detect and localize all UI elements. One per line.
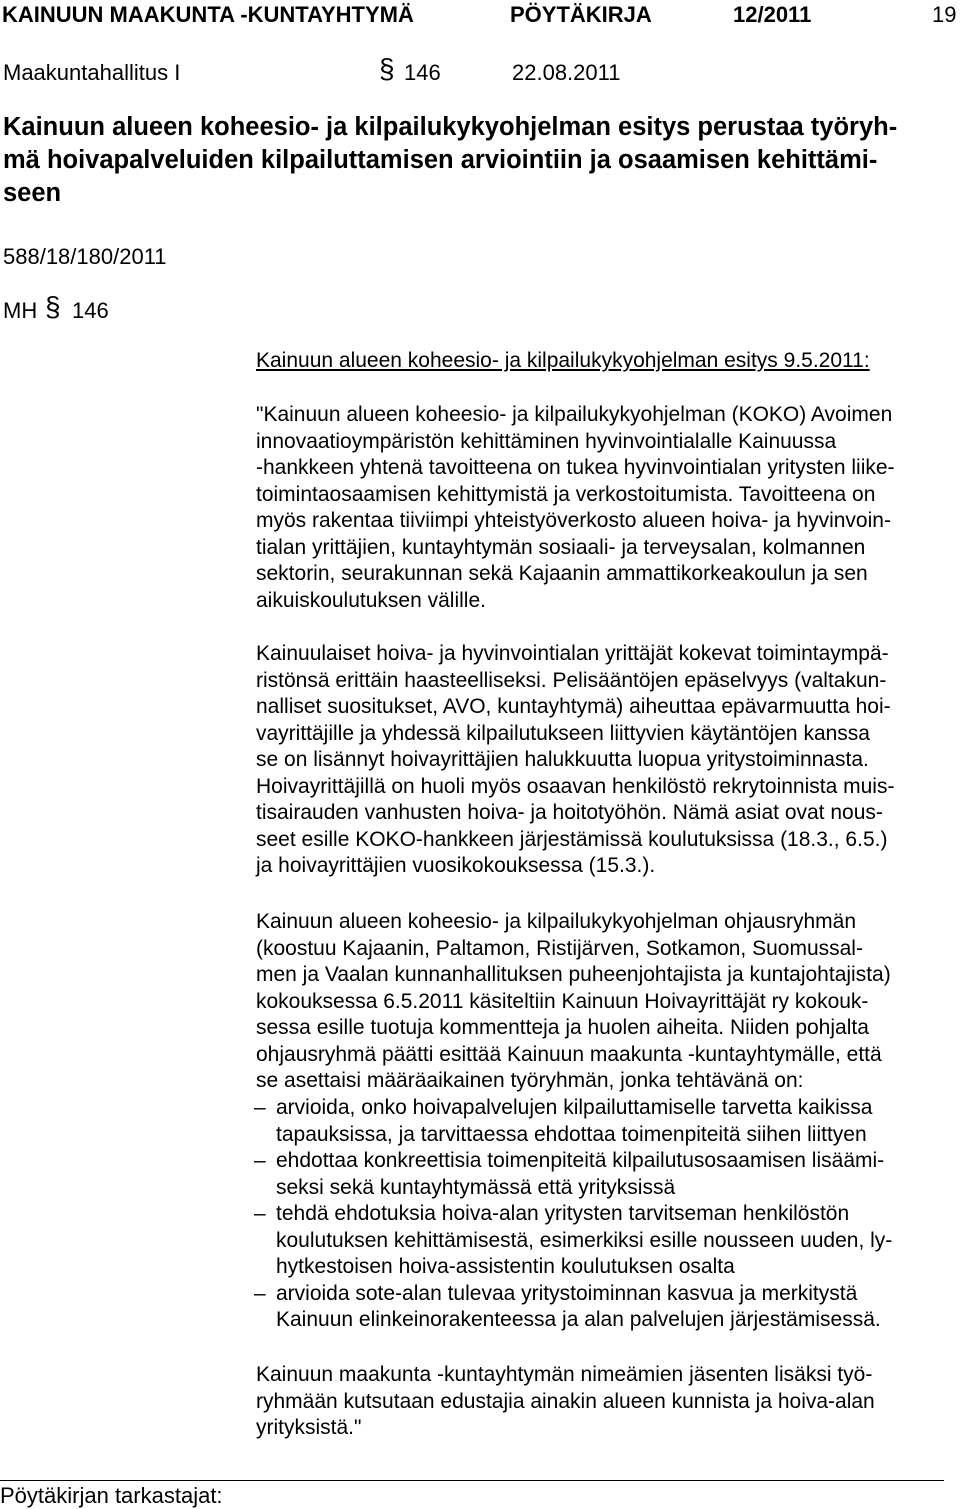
dash-marker: – (254, 1096, 266, 1119)
text-line: myös rakentaa tiiviimpi yhteistyöverkosto alueen hoiva- ja hyvinvoin- (256, 509, 891, 532)
text-line: (koostuu Kajaanin, Paltamon, Ristijärven, Sotkamon, Suomussal- (256, 936, 863, 960)
text-line: ryhmään kutsutaan edustajia ainakin alueen kunnista ja hoiva-alan (256, 1389, 875, 1413)
section-sign: § (379, 53, 395, 84)
text-line: Hoivayrittäjillä on huoli myös osaavan henkilöstö rekrytoinnista muis- (256, 774, 895, 798)
mh-label: MH (3, 298, 38, 323)
text-line: se asettaisi määräaikainen työryhmän, jonka tehtävänä on: (256, 1069, 804, 1092)
agenda-title (3, 111, 953, 210)
dash-marker: – (254, 1281, 266, 1305)
list-item (256, 1201, 960, 1281)
title-line: seen (3, 179, 62, 207)
list-item (256, 1148, 960, 1201)
document-type: PÖYTÄKIRJA (510, 2, 652, 27)
footer-divider (0, 1480, 944, 1481)
text-line: -hankkeen yhtenä tavoitteena on tukea hyvinvointialan yritysten liike- (256, 456, 895, 479)
text-line: ja hoivayrittäjien vuosikokouksessa (15.3.). (256, 854, 656, 877)
diary-number: 588/18/180/2011 (3, 244, 167, 269)
text-line: ohjausryhmä päätti esittää Kainuun maakunta -kuntayhtymälle, että (256, 1042, 882, 1066)
proposal-intro-text: Kainuun alueen koheesio- ja kilpailukykyohjelman esitys 9.5.2011: (256, 349, 870, 372)
mh-number: 146 (72, 298, 109, 323)
text-line: yrityksistä." (256, 1416, 362, 1439)
text-line: hytkestoisen hoiva-assistentin koulutuksen osalta (276, 1255, 735, 1278)
title-line: mä hoivapalveluiden kilpailuttamisen arviointiin ja osaamisen kehittämi- (3, 146, 878, 174)
list-item (256, 1281, 960, 1334)
paragraph-1 (256, 402, 960, 614)
text-line: tapauksissa, ja tarvittaessa ehdottaa toimenpiteitä siihen liittyen (276, 1122, 867, 1146)
text-line: arvioida sote-alan tulevaa yritystoiminnan kasvua ja merkitystä (276, 1281, 858, 1305)
text-line: sessa esille tuotuja kommentteja ja huolen aiheita. Niiden pohjalta (256, 1016, 869, 1039)
text-line: innovaatioympäristön kehittäminen hyvinvointialalle Kainuussa (256, 429, 837, 453)
text-line: aikuiskoulutuksen välille. (256, 588, 486, 612)
dash-marker: – (254, 1202, 266, 1225)
text-line: tehdä ehdotuksia hoiva-alan yritysten tarvitseman henkilöstön (276, 1202, 850, 1225)
text-line: seet esille KOKO-hankkeen järjestämissä koulutuksissa (18.3., 6.5.) (256, 827, 888, 851)
text-line: kokouksessa 6.5.2011 käsiteltiin Kainuun Hoivayrittäjät ry kokouk- (256, 989, 869, 1013)
text-line: sektorin, seurakunnan sekä Kajaanin ammattikorkeakoulun ja sen (256, 562, 868, 585)
paragraph-2 (256, 641, 960, 880)
body-name: Maakuntahallitus I (3, 60, 181, 85)
text-line: Kainuun maakunta -kuntayhtymän nimeämien jäsenten lisäksi työ- (256, 1363, 873, 1386)
text-line: "Kainuun alueen koheesio- ja kilpailukykyohjelman (KOKO) Avoimen (256, 403, 893, 426)
text-line: Kainuun elinkeinorakenteessa ja alan palvelujen järjestämisessä. (276, 1308, 881, 1331)
task-list (256, 1095, 960, 1334)
text-line: ristönsä erittäin haasteelliseksi. Pelisääntöjen epäselvyys (valtakun- (256, 668, 887, 692)
text-line: Kainuun alueen koheesio- ja kilpailukykyohjelman ohjausryhmän (256, 910, 857, 933)
text-line: se on lisännyt hoivayrittäjien halukkuutta luopua yritystoiminnasta. (256, 748, 869, 771)
text-line: ehdottaa konkreettisia toimenpiteitä kilpailutusosaamisen lisäämi- (276, 1149, 885, 1172)
meeting-date: 22.08.2011 (512, 60, 621, 85)
paragraph-3 (256, 909, 960, 1095)
closing-paragraph (256, 1362, 960, 1442)
text-line: arvioida, onko hoivapalvelujen kilpailuttamiselle tarvetta kaikissa (276, 1096, 873, 1119)
dash-marker: – (254, 1149, 266, 1172)
text-line: seksi sekä kuntayhtymässä että yrityksissä (276, 1175, 676, 1199)
mh-section-sign: § (45, 291, 61, 322)
document-number: 12/2011 (733, 2, 812, 27)
section-number: 146 (404, 60, 441, 85)
list-item (256, 1095, 960, 1148)
text-line: tialan yrittäjien, kuntayhtymän sosiaali- ja terveysalan, kolmannen (256, 535, 866, 559)
title-line: Kainuun alueen koheesio- ja kilpailukykyohjelman esitys perustaa työryh- (3, 113, 898, 141)
text-line: vayrittäjille ja yhdessä kilpailutukseen liittyvien käytäntöjen kanssa (256, 721, 870, 745)
proposal-intro (256, 349, 870, 373)
text-line: koulutuksen kehittämisestä, esimerkiksi esille nousseen uuden, ly- (276, 1228, 893, 1252)
page-number: 19 (932, 2, 957, 27)
text-line: nalliset suositukset, AVO, kuntayhtymä) aiheuttaa epävarmuutta hoi- (256, 695, 891, 718)
footer-label: Pöytäkirjan tarkastajat: (0, 1483, 223, 1508)
organization-name: KAINUUN MAAKUNTA -KUNTAYHTYMÄ (2, 2, 414, 27)
text-line: men ja Vaalan kunnanhallituksen puheenjohtajista ja kuntajohtajista) (256, 963, 891, 986)
text-line: tisairauden vanhusten hoiva- ja hoitotyöhön. Nämä asiat ovat nous- (256, 801, 883, 824)
text-line: toimintaosaamisen kehittymistä ja verkostoitumista. Tavoitteena on (256, 482, 876, 506)
text-line: Kainuulaiset hoiva- ja hyvinvointialan yrittäjät kokevat toimintaympä- (256, 642, 889, 665)
